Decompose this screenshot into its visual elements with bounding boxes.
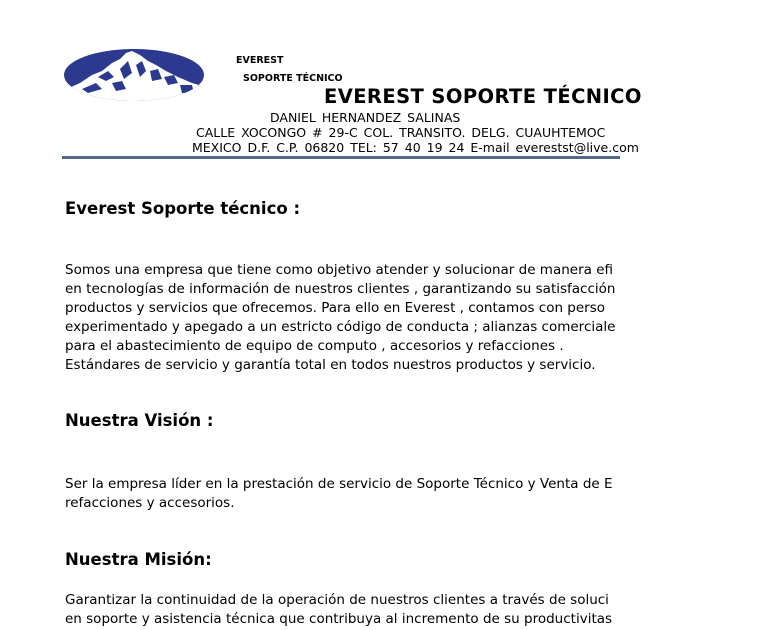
contact-line: MEXICO D.F. C.P. 06820 TEL: 57 40 19 24 E-mail everestst@live.com [192, 140, 639, 155]
paragraph-line: refacciones y accesorios. [65, 495, 235, 511]
section-heading-vision: Nuestra Visión : [65, 411, 214, 430]
section-paragraph-mission [65, 591, 695, 629]
paragraph-line: para el abastecimiento de equipo de computo , accesorios y refacciones . [65, 338, 564, 354]
section-paragraph-vision [65, 475, 695, 513]
paragraph-line: Garantizar la continuidad de la operación de nuestros clientes a través de soluci [65, 592, 609, 608]
paragraph-line: Somos una empresa que tiene como objetivo atender y solucionar de manera efi [65, 262, 614, 278]
paragraph-line: Estándares de servicio y garantía total en todos nuestros productos y servicio. [65, 357, 596, 373]
section-paragraph-about [65, 261, 695, 375]
address-line: CALLE XOCONGO # 29-C COL. TRANSITO. DELG. CUAUHTEMOC [196, 125, 606, 140]
sub-small-label: SOPORTE TÉCNICO [243, 73, 343, 84]
section-heading-about: Everest Soporte técnico : [65, 199, 301, 218]
brand-small-label: EVEREST [236, 55, 284, 66]
paragraph-line: en soporte y asistencia técnica que contribuya al incremento de su productivitas [65, 611, 613, 627]
paragraph-line: experimentado y apegado a un estricto código de conducta ; alianzas comerciale [65, 319, 616, 335]
section-heading-mission: Nuestra Misión: [65, 550, 212, 569]
paragraph-line: Ser la empresa líder en la prestación de servicio de Soporte Técnico y Venta de E [65, 476, 613, 492]
paragraph-line: productos y servicios que ofrecemos. Para ello en Everest , contamos con perso [65, 300, 606, 316]
page-title: EVEREST SOPORTE TÉCNICO [324, 85, 642, 108]
paragraph-line: en tecnologías de información de nuestros clientes , garantizando su satisfacción [65, 281, 616, 297]
mountain-logo-icon [62, 47, 206, 103]
owner-name: DANIEL HERNANDEZ SALINAS [270, 110, 461, 125]
header-divider [62, 156, 620, 159]
